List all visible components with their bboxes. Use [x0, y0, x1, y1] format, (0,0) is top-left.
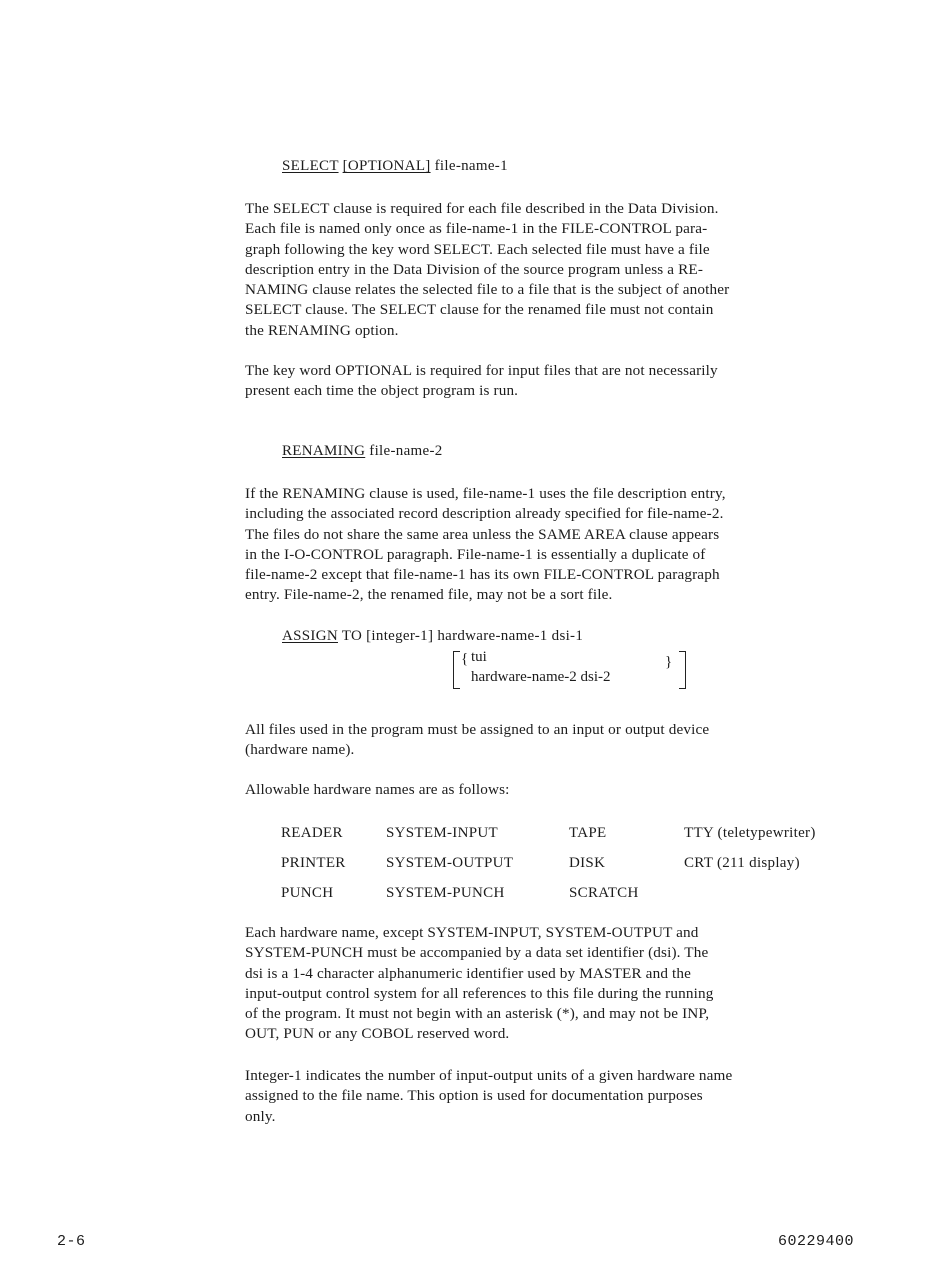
text-line: OUT, PUN or any COBOL reserved word. [245, 1025, 510, 1043]
text-line: assigned to the file name. This option is used for documentation purposes [245, 1087, 703, 1105]
table-cell: TTY (teletypewriter) [684, 824, 816, 841]
text-line: Allowable hardware names are as follows: [245, 781, 510, 798]
table-cell: TAPE [569, 824, 607, 841]
text-line: All files used in the program must be assigned to an input or output device [245, 721, 710, 738]
assign-options-bracket [453, 649, 693, 691]
optional-keyword: [OPTIONAL] [342, 158, 431, 174]
file-name-1-label: file-name-1 [434, 158, 508, 174]
hardware-names-table [281, 818, 816, 908]
text-line: present each time the object program is run. [245, 382, 519, 400]
text-line: the RENAMING option. [245, 321, 399, 339]
select-keyword: SELECT [282, 158, 339, 174]
table-cell: PUNCH [281, 884, 334, 901]
dsi-description [245, 923, 870, 1045]
left-curly-brace: { [461, 651, 469, 667]
text-line: Each hardware name, except SYSTEM-INPUT, SYSTEM-OUTPUT and [245, 924, 699, 941]
select-syntax [282, 158, 508, 175]
text-line: of the program. It must not begin with an asterisk (*), and may not be INP, [245, 1005, 710, 1023]
table-row [281, 848, 816, 878]
table-cell [684, 878, 816, 908]
text-line: file-name-2 except that file-name-1 has its own FILE-CONTROL paragraph [245, 566, 720, 584]
text-line: The files do not share the same area unless the SAME AREA clause appears [245, 525, 720, 543]
table-cell: SYSTEM-INPUT [386, 824, 498, 841]
text-line: The SELECT clause is required for each file described in the Data Division. [245, 200, 719, 217]
assign-rest: TO [integer-1] hardware-name-1 dsi-1 [341, 628, 584, 644]
table-row [281, 878, 816, 908]
text-line: only. [245, 1107, 276, 1125]
text-line: including the associated record description already specified for file-name-2. [245, 505, 724, 523]
text-line: graph following the key word SELECT. Each selected file must have a file [245, 240, 710, 258]
text-line: in the I-O-CONTROL paragraph. File-name-1 is essentially a duplicate of [245, 545, 706, 563]
table-cell: SYSTEM-PUNCH [386, 884, 505, 901]
text-line: Integer-1 indicates the number of input-output units of a given hardware name [245, 1067, 733, 1084]
option-hardware-name-2: hardware-name-2 dsi-2 [471, 669, 611, 685]
text-line: description entry in the Data Division of the source program unless a RE- [245, 260, 704, 278]
integer-description [245, 1066, 870, 1127]
renaming-description [245, 484, 870, 606]
table-cell: READER [281, 824, 343, 841]
text-line: SYSTEM-PUNCH must be accompanied by a data set identifier (dsi). The [245, 944, 709, 962]
text-line: If the RENAMING clause is used, file-name-1 uses the file description entry, [245, 485, 726, 502]
renaming-keyword: RENAMING [282, 443, 366, 459]
table-cell: PRINTER [281, 854, 346, 871]
table-cell: SCRATCH [569, 884, 639, 901]
text-line: Each file is named only once as file-name-1 in the FILE-CONTROL para- [245, 220, 708, 238]
assign-description [245, 720, 870, 761]
table-cell: DISK [569, 854, 606, 871]
assign-keyword: ASSIGN [282, 628, 338, 644]
text-line: (hardware name). [245, 741, 355, 759]
assign-syntax [282, 628, 583, 645]
optional-description [245, 361, 870, 402]
left-square-bracket [453, 651, 460, 689]
text-line: The key word OPTIONAL is required for input files that are not necessarily [245, 362, 718, 379]
text-line: entry. File-name-2, the renamed file, may not be a sort file. [245, 586, 613, 604]
renaming-syntax [282, 443, 443, 460]
table-cell: SYSTEM-OUTPUT [386, 854, 514, 871]
select-description [245, 199, 870, 341]
document-number: 60229400 [778, 1233, 855, 1250]
file-name-2-label: file-name-2 [369, 443, 443, 459]
page-number: 2-6 [57, 1233, 86, 1250]
text-line: input-output control system for all references to this file during the running [245, 984, 714, 1002]
option-tui: tui [471, 649, 487, 665]
right-curly-brace: } [665, 654, 673, 670]
text-line: NAMING clause relates the selected file to a file that is the subject of another [245, 281, 730, 299]
table-row [281, 818, 816, 848]
text-line: dsi is a 1-4 character alphanumeric identifier used by MASTER and the [245, 964, 692, 982]
table-cell: CRT (211 display) [684, 854, 800, 871]
text-line: SELECT clause. The SELECT clause for the renamed file must not contain [245, 301, 714, 319]
hardware-intro [245, 780, 870, 800]
right-square-bracket [679, 651, 686, 689]
